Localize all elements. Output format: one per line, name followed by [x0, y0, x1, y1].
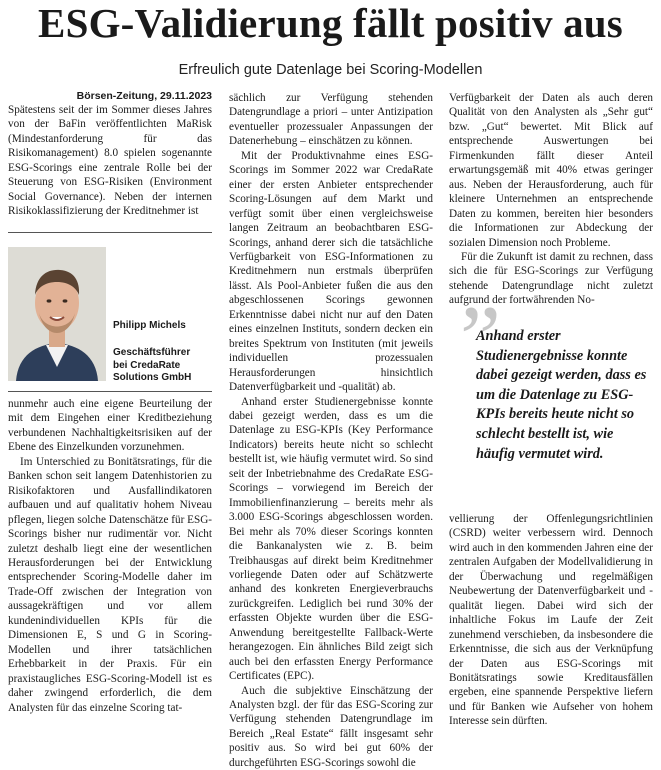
divider: [8, 391, 212, 392]
column-3-top: [449, 91, 653, 308]
author-role-line: bei CredaRate: [113, 359, 181, 371]
author-role-line: Geschäftsführer: [113, 347, 191, 358]
paragraph: Spätestens seit der im Sommer dieses Jahres von der BaFin veröffentlichten MaRisk (Mindestanforderung für das Risikomanagement) 8.0 spielen sogenannte ESG-Scorings eine zentrale Rolle bei der Steuerung von ESG-Risiken (Environment Social Governance). Neben der internen Risikoklassifizierung der Kreditnehmer ist: [8, 104, 212, 218]
paragraph: Verfügbarkeit der Daten als auch deren Qualität von den Analysten als „Sehr gut“ bzw. „Gut“ bewertet. Mit Blick auf entsprechende Auswertungen bei Firmenkunden fällt dieser Anteil erwartungsgemäß mit 40% etwas geringer aus. Neben der Herausforderung, auch für kleinere Unternehmen an entsprechende Daten zu kommen, bereiten hier besonders die Informationen zur Abdeckung der sozialen Dimension noch Probleme.: [449, 92, 653, 249]
article-subheadline: Erfreulich gute Datenlage bei Scoring-Modellen: [178, 62, 483, 78]
column-3-bottom: [449, 512, 653, 729]
article-headline: ESG-Validierung fällt positiv aus: [38, 0, 623, 46]
paragraph: nunmehr auch eine eigene Beurteilung der mit dem Eingehen einer Kreditbeziehung verbundenen Nachhaltigkeitsrisiken auf der Ebene des Einzelkunden vorzunehmen.: [8, 398, 212, 454]
article-byline: Börsen-Zeitung, 29.11.2023: [76, 90, 212, 102]
column-1-top: [8, 103, 212, 219]
author-name: Philipp Michels: [113, 320, 186, 331]
quote-mark-icon: ”: [460, 287, 501, 389]
paragraph: vellierung der Offenlegungsrichtlinien (CSRD) weiter verbessern wird. Dennoch wird auch in den kommenden Jahren eine der zentralen Aufgaben der Modellvalidierung in der Überwachung und regelmäßigen Neubewertung der Datenverfügbarkeit und -qualität liegen. Dabei wird sich der inhaltliche Fokus im Laufe der Zeit zunehmend verschieben, da insbesondere die Erkenntnisse, die sich aus der Verknüpfung der Daten aus ESG-Scorings mit Bonitätsratings sowie Kreditausfällen ergeben, eine spannende Perspektive liefern und für Banken wie Aufseher von hohem Interesse sein dürften.: [449, 513, 653, 728]
paragraph: Für die Zukunft ist damit zu rechnen, dass sich die für ESG-Scorings zur Verfügung stehende Datengrundlage nicht zuletzt aufgrund der fortwährenden No-: [449, 250, 653, 307]
column-1-bottom: [8, 397, 212, 715]
column-2: [229, 91, 433, 770]
pull-quote: Anhand erster Studienergebnisse konnte dabei gezeigt werden, dass es um die Datenlage zu ESG-KPIs bereits heute nicht so schlecht bestellt ist, wie häufig vermutet wird.: [476, 328, 647, 462]
paragraph: Auch die subjektive Einschätzung der Analysten bzgl. der für das ESG-Scoring zur Verfügung stehenden Datengrundlage im Bereich „Real Estate“ fällt insgesamt sehr positiv aus. So wird bei gut 60% der durchgeführten ESG-Scorings sowohl die: [229, 684, 433, 769]
author-role: [113, 347, 191, 385]
author-role-line: Solutions GmbH: [113, 372, 192, 383]
paragraph: sächlich zur Verfügung stehenden Datengrundlage a priori – unter Antizipation eventueller prozessualer Anpassungen der Datenerhebung – einschätzen zu können.: [229, 92, 433, 148]
paragraph: Mit der Produktivnahme eines ESG-Scorings im Sommer 2022 war CredaRate einer der ersten Anbieter entsprechender Scoring-Lösungen auf dem Markt und verfügt somit über einen vergleichsweise langen Zeitraum an beobachtbaren ESG-Scorings, anhand derer sich die tatsächliche Verfügbarkeit von ESG-Informationen zu Kreditnehmern nun erstmals überprüfen lässt. Als Pool-Anbieter fußen die aus den abgeschlossenen Scorings gewonnen Erkenntnisse dabei nicht nur auf den Daten eines einzelnen Instituts, sondern decken ein breites Spektrum von Instituten (mit jeweils individuellen prozessualen Herausforderungen hinsichtlich Datenverfügbarkeit und -qualität) ab.: [229, 149, 433, 394]
divider: [8, 232, 212, 233]
paragraph: Im Unterschied zu Bonitätsratings, für die Banken schon seit langem Datenhistorien zu Risikofaktoren und Ausfallindikatoren aufbauen und auf qualitativ hohem Niveau pflegen, liegen solche Datenschätze für ESG-Scorings bisher nur rudimentär vor. Nicht zuletzt deshalb liegt eine der wesentlichen Herausforderungen bei der Entwicklung entsprechender Scoring-Modelle daher im Trade-Off zwischen der Integration von aussagekräftigen und vor allem kundenindividuellen KPIs für die Dimensionen E, S und G in Scoring-Modellen und ihrer tatsächlichen Erhebbarkeit in der Praxis. Für ein praxistaugliches ESG-Scoring-Modell ist es daher zwingend erforderlich, die dem Analysten für das einzelne Scoring tat-: [8, 455, 212, 714]
portrait-image: [8, 247, 106, 381]
author-photo: [8, 247, 106, 381]
paragraph: Anhand erster Studienergebnisse konnte dabei gezeigt werden, dass es um die Datenlage zu ESG-KPIs (Key Performance Indicators) bereits heute nicht so schlecht bestellt ist, wie häufig vermutet wird. So sind seit der Inbetriebnahme des CredaRate ESG-Scorings – vorwiegend im Bereich der Immobilienfinanzierung – bereits mehr als 3.000 ESG-Scorings abgeschlossen worden. Bei mehr als 70% dieser Scorings konnten die Bankanalysten wie z. B. beim Treibhausgas auf direkt beim Kreditnehmer vorliegende Daten oder auf Schätzwerte anhand des konkreten Energieverbrauchs zurückgreifen. Lediglich bei rund 30% der erfassten Objekte wurden über die ESG-Anwendung bereitgestellte Fallback-Werte herangezogen. Ein ähnliches Bild zeigt sich auch bei den erfassten Energy Performance Certificates (EPC).: [229, 395, 433, 683]
